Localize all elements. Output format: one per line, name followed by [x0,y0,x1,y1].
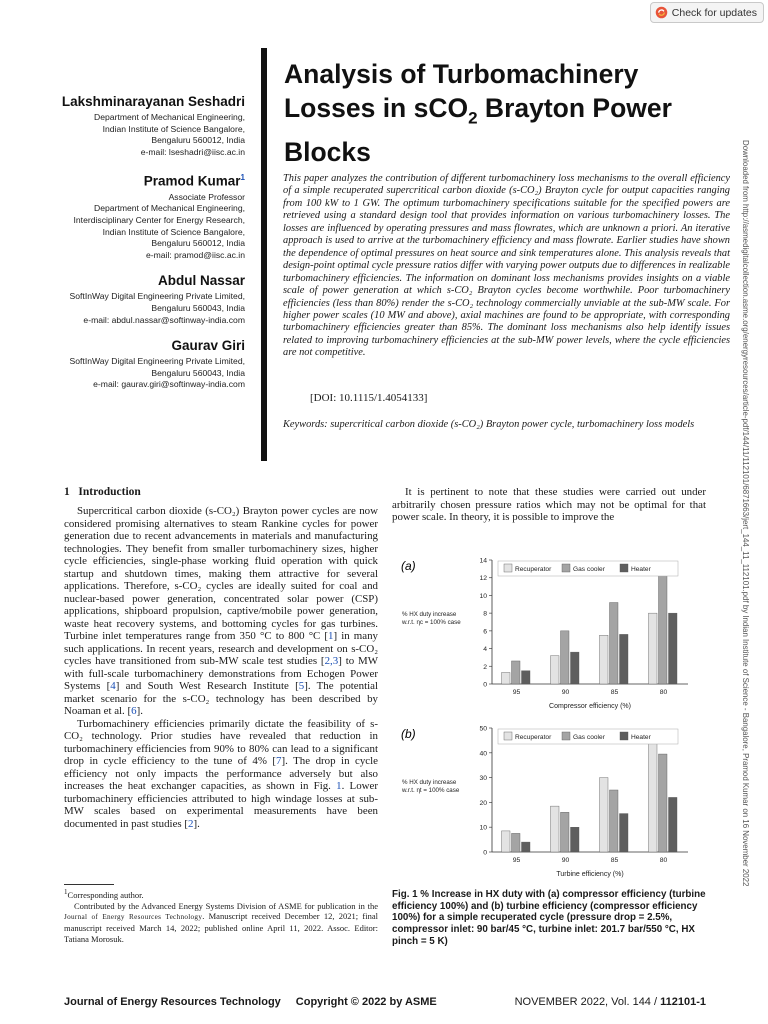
x-tick-label: 95 [512,857,521,864]
paragraph-text: ] in many such applications. In recent years, research and development on s-CO₂ cycles have transitioned from sub-MW scale test studies [ [64,630,378,667]
paragraph-text: Turbomachinery efficiencies primarily dictate the feasibility of s-CO₂ technology. Prior studies have revealed that reduction in turbomachinery efficiencies from 90% to 80% can lead to a significant drop in cycle efficiency to the tune of 4% [ [64,717,378,767]
author-email[interactable]: e-mail: abdul.nassar@softinway-india.com [83,314,245,325]
bar-recuperator [600,778,609,852]
figure-1 [392,552,712,887]
legend-swatch [504,732,512,740]
bar-gas-cooler [659,566,668,684]
bar-gas-cooler [512,833,521,852]
y-tick-label: 20 [479,799,487,807]
footnotes [64,887,378,944]
panel-label: (b) [401,727,416,741]
y-tick-label: 8 [483,610,487,618]
author-name: Lakshminarayanan Seshadri [61,94,245,109]
legend-label: Heater [631,734,651,741]
paragraph-text: . Lower turbomachinery efficiencies attributed to high windage losses at sub-MW scales based on experimental measurements have been documented in past studies [ [64,780,378,830]
author-email[interactable]: e-mail: lseshadri@iisc.ac.in [140,146,245,157]
bar-recuperator [600,635,609,684]
reference-link[interactable]: 1 [328,630,334,642]
paper-title [284,57,714,169]
paragraph-text: ] and South West Research Institute [ [115,680,299,692]
chart-panel-a [401,558,688,711]
author-email[interactable]: e-mail: gaurav.giri@softinway-india.com [93,379,245,390]
legend-label: Gas cooler [573,566,605,573]
bar-gas-cooler [610,603,619,684]
author [60,170,245,261]
author-affiliation-line: Interdisciplinary Center for Energy Research, [73,215,245,226]
footer-journal: Journal of Energy Resources Technology [64,996,281,1008]
paragraph-text: ]. [136,705,143,717]
paragraph-text: ] to MW with full-scale turbomachinery demonstrations from Echogen Power Systems [ [64,655,378,692]
download-side-note [738,140,752,887]
paragraph-text: Supercritical carbon dioxide (s-CO₂) Brayton power cycles are now considered promising alternatives to steam Rankine cycles for power generation due to recent advancements in materials and manufacturing technologies. They benefit from smaller turbomachinery sizes, higher cycle efficiencies, single-phase working fluid operation with quick startup and shutdown times, making them attractive for several applications. Therefore, s-CO₂ cycles are ideally suited for coal and nuclear-based power generation, concentrated solar power (CSP) applications, shipboard propulsion, captive/mobile power generation, waste heat recovery systems, and bottoming cycles for gas turbines. Turbine inlet temperatures range from 350 °C to 800 °C [ [64,505,378,642]
y-axis-label: w.r.t. ηt = 100% case [402,787,460,794]
update-icon [655,6,668,19]
author-affiliation-line: Indian Institute of Science Bangalore, [102,123,245,134]
chart-panel-b [401,726,688,879]
reference-link[interactable]: 1 [336,780,342,792]
bar-gas-cooler [610,790,619,852]
section-heading: 1 Introduction [64,486,141,498]
legend-swatch [620,564,628,572]
side-note-text: Downloaded from http://asmedigitalcollection.asme.org/energyresources/article-pdf/144/11/112101/6871663/jert_144_11_112101.pdf by Indian Institute of Science - Bangalore, Pramod Kumar on 16 November 2022 [741,140,750,887]
x-tick-label: 95 [512,689,521,696]
paragraph-text: ]. The drop in cycle efficiency not only impacts the performance adversely but also increases the heat exchanger capacities, as shown in Fig. [64,755,378,792]
y-tick-label: 0 [483,849,487,857]
bar-gas-cooler [561,631,570,684]
body-column-left [64,505,378,830]
y-tick-label: 10 [479,592,487,600]
y-tick-label: 2 [483,663,487,671]
intro-paragraph-2 [64,718,378,831]
x-axis-label: Turbine efficiency (%) [556,871,624,878]
y-tick-label: 10 [479,824,487,832]
y-tick-label: 4 [483,646,487,654]
y-tick-label: 0 [483,681,487,689]
author-affiliation-line: Department of Mechanical Engineering, [94,112,245,122]
bar-recuperator [551,806,560,852]
bar-heater [669,613,678,684]
author-email[interactable]: e-mail: pramod@iisc.ac.in [146,249,245,260]
bar-recuperator [502,831,511,852]
footnote-1: $^1$Corresponding author. [64,888,144,900]
x-tick-label: 80 [659,689,668,696]
bar-heater [571,827,580,852]
intro-paragraph-1 [64,505,378,718]
author [60,273,245,326]
title-line: Blocks [284,137,371,168]
author-affiliation-line: Department of Mechanical Engineering, [94,203,245,214]
reference-link[interactable]: 2 [188,817,194,830]
legend-swatch [562,732,570,740]
reference-link[interactable]: 5 [298,680,305,692]
bar-recuperator [551,656,560,684]
paragraph-text: ]. [193,817,200,830]
legend-swatch [620,732,628,740]
badge-label: Check for updates [671,6,757,19]
y-axis-label: % HX duty increase [402,611,457,618]
bar-heater [620,814,629,852]
legend-label: Recuperator [515,566,552,573]
legend-swatch [562,564,570,572]
x-axis-label: Compressor efficiency (%) [549,703,631,710]
bar-gas-cooler [561,812,570,852]
y-tick-label: 12 [479,575,487,583]
x-tick-label: 90 [561,689,570,696]
author-affiliation-line: Indian Institute of Science Bangalore, [102,226,245,237]
author-affiliation-line: Bengaluru 560043, India [151,367,245,378]
title-line: Losses in sCO$_2$ Brayton Power [284,93,672,128]
author-affiliation-line: Associate Professor [168,191,245,202]
reference-link[interactable]: 4 [110,680,116,692]
author-block [60,94,245,403]
legend-label: Heater [631,566,651,573]
y-tick-label: 30 [479,775,487,783]
legend-label: Gas cooler [573,734,605,741]
author-name: Gaurav Giri [171,338,245,354]
author-name: Pramod Kumar$^1$ [143,173,245,189]
author-name: Abdul Nassar [157,273,245,289]
y-tick-label: 6 [483,628,487,636]
paragraph-text: ]. The potential market scenario for the s-CO₂ technology has been described by Noaman et al. [ [64,680,378,717]
bar-recuperator [502,672,511,684]
x-tick-label: 90 [561,857,570,864]
page-footer [64,996,706,1008]
keywords: Keywords: supercritical carbon dioxide (s-CO₂) Brayton power cycle, turbomachinery loss models [283,419,695,430]
bar-recuperator [649,743,658,852]
footer-issue: NOVEMBER 2022, Vol. 144 / 112101-1 [514,996,706,1008]
bar-heater [522,842,531,852]
author-affiliation-line: SoftInWay Digital Engineering Private Limited, [69,291,245,302]
reference-link[interactable]: 6 [131,705,137,717]
check-for-updates-button[interactable] [650,2,764,23]
bar-gas-cooler [512,661,521,684]
doi-link[interactable]: [DOI: 10.1115/1.4054133] [310,392,428,404]
y-axis-label: w.r.t. ηc = 100% case [402,619,461,626]
author-affiliation-line: Bengaluru 560012, India [151,135,245,146]
legend-label: Recuperator [515,734,552,741]
reference-link[interactable]: 7 [276,755,282,767]
author [60,94,245,158]
y-tick-label: 14 [479,557,487,565]
corresponding-author-marker[interactable]: 1 [240,173,245,183]
bar-heater [669,797,678,852]
panel-label: (a) [401,559,416,573]
x-tick-label: 85 [610,689,619,696]
footer-copyright: Copyright © 2022 by ASME [295,996,437,1008]
bar-gas-cooler [659,754,668,852]
x-tick-label: 80 [659,857,668,864]
bar-recuperator [649,613,658,684]
y-axis-label: % HX duty increase [402,779,457,786]
author-affiliation-line: Bengaluru 560012, India [151,238,245,249]
bar-heater [571,652,580,684]
y-tick-label: 50 [479,725,487,733]
footnote-rule [64,884,114,885]
bar-heater [522,671,531,684]
abstract: This paper analyzes the contribution of different turbomachinery loss mechanisms to the overall efficiency of a simple recuperated supercritical carbon dioxide (s-CO₂) Brayton cycle for output capacities ranging from 100 kW to 1 GW. The optimum turbomachinery specifications suitable for the specified powers are retrieved using a standard design tool that provides information on various turbomachinery losses. The losses are influenced by operating pressures and mass flowrates, which are unknown a priori. An iterative approach is used to arrive at the turbomachinery efficiency and mass flowrate. Earlier studies have shown the dependence of optimal pressures on heat source and sink temperatures alone. This analysis reveals that design-point optimal cycle pressure ratios differ with varying power outputs due to differences in realizable turbomachinery efficiencies. The information on dominant loss mechanisms provides insights on a viable scale of power generation at which s-CO₂ Brayton cycles become worthwhile. Poor turbomachinery efficiencies (less than 80%) render the s-CO₂ technology commercially unviable at the sub-MW scale. For higher power scales (10 MW and above), axial machines are found to be appropriate, with corresponding turbomachinery efficiencies greater than 85%. The dominant loss mechanisms also help identify issues related to improving turbomachinery efficiencies at the sub-MW power levels, where the cycle efficiencies are not competitive. [283,173,730,359]
x-tick-label: 85 [610,857,619,864]
author [60,338,245,391]
footnote-2: Contributed by the Advanced Energy Systems Division of ASME for publication in the Journal of Energy Resources Technology. Manuscript received December 12, 2021; final manuscript received March 14, 2022; published online April 11, 2022. Assoc. Editor: Tatiana Morosuk. [64,900,378,944]
author-affiliation-line: SoftInWay Digital Engineering Private Limited, [69,356,245,367]
body-column-right-text: It is pertinent to note that these studies were carried out under arbitrarily chosen pressure ratios which may not be optimal for that power scale. In theory, it is possible to improve the [392,486,706,523]
title-divider-bar [261,48,267,461]
reference-link[interactable]: 2,3 [324,655,339,667]
figure-caption: Fig. 1 % Increase in HX duty with (a) compressor efficiency (turbine efficiency 100%) and (b) turbine efficiency (compressor efficiency 100%) for a simple recuperated cycle (pressure drop = 2.5%, compressor inlet: 90 bar/45 °C, turbine inlet: 201.7 bar/550 °C, HX pinch = 5 K) [392,889,706,947]
legend-swatch [504,564,512,572]
author-affiliation-line: Bengaluru 560043, India [151,303,245,314]
title-line: Analysis of Turbomachinery [284,59,639,89]
y-tick-label: 40 [479,750,487,758]
bar-heater [620,634,629,684]
